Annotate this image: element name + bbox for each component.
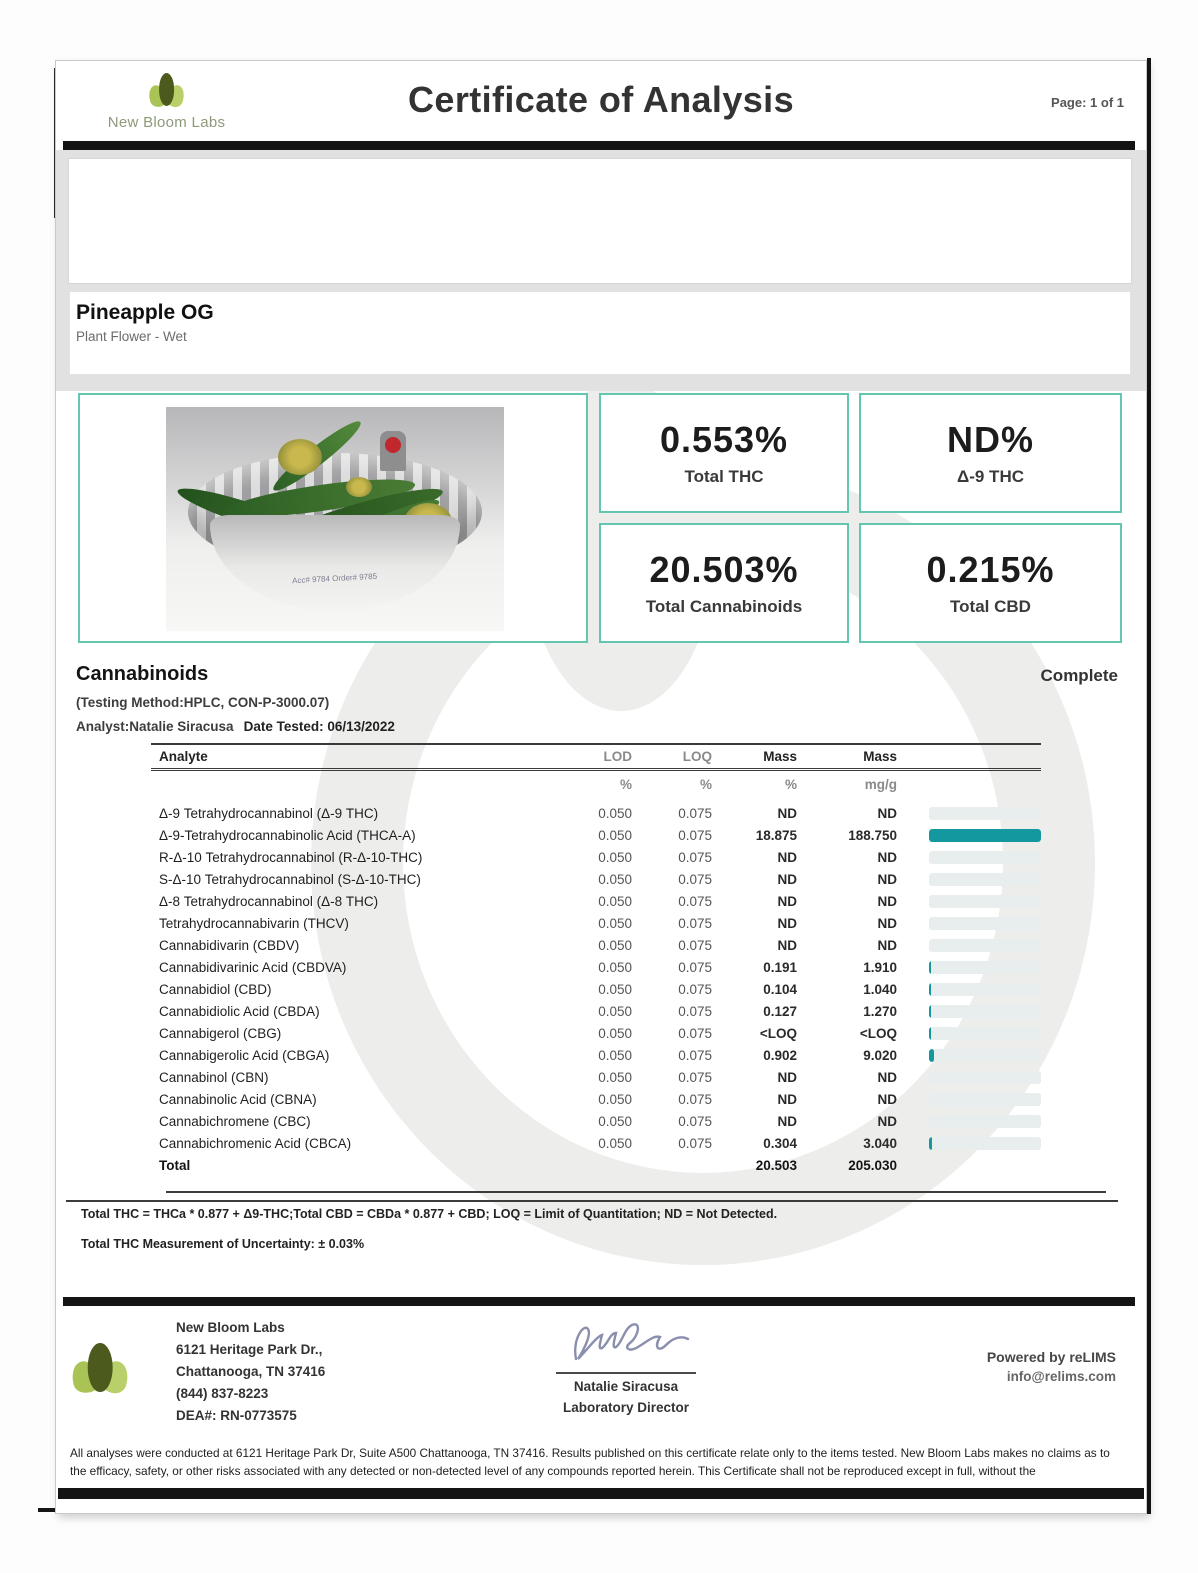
page-number-label: Page: 1 of 1 bbox=[1051, 95, 1124, 110]
stat-total-cannabinoids bbox=[599, 523, 849, 643]
flower-bud-graphic bbox=[346, 477, 372, 497]
table-row bbox=[151, 1066, 1041, 1088]
bar-track bbox=[929, 1115, 1041, 1128]
loq-cell: 0.075 bbox=[678, 1091, 712, 1107]
table-footer-rule bbox=[166, 1191, 1106, 1193]
bar-fill bbox=[929, 1005, 931, 1018]
analyte-cell: Cannabinolic Acid (CBNA) bbox=[159, 1091, 317, 1107]
unit-cell bbox=[151, 770, 551, 803]
lab-city: Chattanooga, TN 37416 bbox=[176, 1364, 326, 1379]
stat-value: 0.553% bbox=[659, 419, 789, 460]
testing-method: (Testing Method:HPLC, CON-P-3000.07) bbox=[76, 695, 330, 710]
lod-cell: 0.050 bbox=[598, 1003, 632, 1019]
bar-fill bbox=[929, 1137, 932, 1150]
redacted-sample-info-box bbox=[68, 158, 1132, 284]
mass-bar-cell bbox=[901, 1022, 1041, 1044]
table-row bbox=[151, 956, 1041, 978]
lab-brand-name: New Bloom Labs bbox=[107, 114, 226, 131]
stat-total-thc bbox=[599, 393, 849, 513]
col-mass-pct: Mass bbox=[763, 749, 797, 764]
col-loq: LOQ bbox=[682, 749, 712, 764]
lod-cell: 0.050 bbox=[598, 915, 632, 931]
divider-bar bbox=[63, 141, 1135, 150]
lod-cell: 0.050 bbox=[598, 959, 632, 975]
table-row bbox=[151, 1022, 1041, 1044]
table-row bbox=[151, 868, 1041, 890]
mass-pct-cell: ND bbox=[777, 805, 797, 821]
unit-cell bbox=[901, 770, 1041, 803]
table-row bbox=[151, 978, 1041, 1000]
analyte-cell: Δ-9-Tetrahydrocannabinolic Acid (THCA-A) bbox=[159, 827, 416, 843]
analyte-cell: Cannabichromenic Acid (CBCA) bbox=[159, 1135, 352, 1151]
mass-mgg-cell: 1.270 bbox=[863, 1003, 897, 1019]
mass-pct-cell: 0.127 bbox=[763, 1003, 797, 1019]
bar-track bbox=[929, 895, 1041, 908]
signature-scribble bbox=[556, 1319, 706, 1365]
loq-cell: 0.075 bbox=[678, 1047, 712, 1063]
analyte-cell: Cannabidiolic Acid (CBDA) bbox=[159, 1003, 320, 1019]
unit-cell: % bbox=[619, 777, 632, 792]
footnote-definitions: Total THC = THCa * 0.877 + Δ9-THC;Total CBD = CBDa * 0.877 + CBD; LOQ = Limit of Quantitation; ND = Not Detected. bbox=[81, 1207, 778, 1221]
lod-cell: 0.050 bbox=[598, 1091, 632, 1107]
mass-pct-cell: ND bbox=[777, 849, 797, 865]
legal-disclaimer: All analyses were conducted at 6121 Heritage Park Dr, Suite A500 Chattanooga, TN 37416. Results published on this certificate relate only to the items tested. New Bloom Labs makes no claims as to the efficacy, safety, or other risks associated with any detected or non-detected level of any compounds reported herein. This Certificate shall not be reproduced except in full, without the bbox=[70, 1446, 1110, 1478]
stat-label: Δ-9 THC bbox=[957, 467, 1024, 486]
loq-cell bbox=[636, 1154, 716, 1176]
loq-cell: 0.075 bbox=[678, 1025, 712, 1041]
mass-pct-cell: ND bbox=[777, 915, 797, 931]
mass-mgg-cell: ND bbox=[877, 849, 897, 865]
lab-dea: DEA#: RN-0773575 bbox=[176, 1408, 297, 1423]
mass-pct-cell: 0.191 bbox=[763, 959, 797, 975]
analyte-cell: Cannabidivarinic Acid (CBDVA) bbox=[159, 959, 347, 975]
table-row bbox=[151, 1088, 1041, 1110]
mass-mgg-cell: 1.910 bbox=[863, 959, 897, 975]
product-info-box bbox=[69, 291, 1131, 375]
table-row bbox=[151, 912, 1041, 934]
table-row bbox=[151, 824, 1041, 846]
mass-bar-cell bbox=[901, 1066, 1041, 1088]
signer-name: Natalie Siracusa bbox=[573, 1379, 679, 1394]
loq-cell: 0.075 bbox=[678, 805, 712, 821]
bar-fill bbox=[929, 829, 1041, 842]
mass-pct-cell: ND bbox=[777, 871, 797, 887]
loq-cell: 0.075 bbox=[678, 981, 712, 997]
mass-mgg-cell: 1.040 bbox=[863, 981, 897, 997]
bar-track bbox=[929, 983, 1041, 996]
table-header-row bbox=[151, 744, 1041, 770]
loq-cell: 0.075 bbox=[678, 1003, 712, 1019]
mass-mgg-cell: ND bbox=[877, 805, 897, 821]
stat-value: 20.503% bbox=[649, 549, 799, 590]
mass-bar-cell bbox=[901, 824, 1041, 846]
lod-cell bbox=[551, 1154, 636, 1176]
mass-bar-cell bbox=[901, 1110, 1041, 1132]
table-row bbox=[151, 934, 1041, 956]
scan-edge-artifact bbox=[1147, 58, 1151, 1514]
bar-track bbox=[929, 1093, 1041, 1106]
lims-credit bbox=[987, 1349, 1116, 1384]
bar-track bbox=[929, 1071, 1041, 1084]
signer-title: Laboratory Director bbox=[562, 1400, 690, 1415]
mass-pct-cell: ND bbox=[777, 893, 797, 909]
loq-cell: 0.075 bbox=[678, 849, 712, 865]
analyte-cell: Cannabidiol (CBD) bbox=[159, 981, 272, 997]
analyst-name: Analyst:Natalie Siracusa bbox=[76, 719, 234, 734]
mass-bar-cell bbox=[901, 1132, 1041, 1154]
sample-photo bbox=[166, 407, 504, 631]
col-mass-mgg: Mass bbox=[863, 749, 897, 764]
red-dot-sticker bbox=[385, 437, 401, 453]
divider-bar bbox=[63, 1297, 1135, 1306]
page-bottom-bar bbox=[58, 1488, 1144, 1499]
loq-cell: 0.075 bbox=[678, 1135, 712, 1151]
col-lod: LOD bbox=[603, 749, 632, 764]
col-analyte: Analyte bbox=[159, 749, 208, 764]
lab-phone: (844) 837-8223 bbox=[176, 1386, 269, 1401]
table-row bbox=[151, 890, 1041, 912]
analyte-cell: R-Δ-10 Tetrahydrocannabinol (R-Δ-10-THC) bbox=[159, 849, 423, 865]
analyte-cell: Cannabigerolic Acid (CBGA) bbox=[159, 1047, 330, 1063]
lab-name: New Bloom Labs bbox=[176, 1320, 285, 1335]
bar-track bbox=[929, 1137, 1041, 1150]
pie-tin-base-graphic bbox=[210, 515, 460, 611]
bloom-logo-icon bbox=[72, 1343, 128, 1393]
analyte-cell: Cannabichromene (CBC) bbox=[159, 1113, 311, 1129]
flower-bud-graphic bbox=[278, 439, 322, 475]
signature bbox=[556, 1319, 696, 1374]
table-row bbox=[151, 1000, 1041, 1022]
analyte-cell: S-Δ-10 Tetrahydrocannabinol (S-Δ-10-THC) bbox=[159, 871, 421, 887]
mass-mgg-cell: ND bbox=[877, 871, 897, 887]
lod-cell: 0.050 bbox=[598, 981, 632, 997]
stat-d9-thc bbox=[859, 393, 1122, 513]
stat-label: Total THC bbox=[684, 467, 764, 486]
certificate-page bbox=[55, 60, 1147, 1514]
mass-pct-cell: 0.304 bbox=[763, 1135, 797, 1151]
mass-pct-cell: <LOQ bbox=[759, 1025, 797, 1041]
lod-cell: 0.050 bbox=[598, 893, 632, 909]
bar-track bbox=[929, 873, 1041, 886]
table-row bbox=[151, 802, 1041, 824]
mass-mgg-cell: <LOQ bbox=[859, 1025, 897, 1041]
product-type: Plant Flower - Wet bbox=[76, 329, 187, 344]
total-mass-pct-cell: 20.503 bbox=[755, 1157, 797, 1173]
bar-track bbox=[929, 1049, 1041, 1062]
loq-cell: 0.075 bbox=[678, 959, 712, 975]
bar-track bbox=[929, 939, 1041, 952]
mass-bar-cell bbox=[901, 934, 1041, 956]
total-mass-mgg-cell: 205.030 bbox=[848, 1157, 897, 1173]
analyte-cell: Δ-8 Tetrahydrocannabinol (Δ-8 THC) bbox=[159, 893, 379, 909]
loq-cell: 0.075 bbox=[678, 1113, 712, 1129]
footnote-uncertainty: Total THC Measurement of Uncertainty: ± 0.03% bbox=[81, 1237, 365, 1251]
lod-cell: 0.050 bbox=[598, 871, 632, 887]
mass-bar-cell bbox=[901, 912, 1041, 934]
mass-mgg-cell: ND bbox=[877, 1091, 897, 1107]
page-title: Certificate of Analysis bbox=[408, 79, 794, 120]
table-row bbox=[151, 846, 1041, 868]
lod-cell: 0.050 bbox=[598, 1047, 632, 1063]
signature-block bbox=[526, 1319, 726, 1415]
loq-cell: 0.075 bbox=[678, 937, 712, 953]
mass-pct-cell: 18.875 bbox=[755, 827, 797, 843]
sample-photo-box bbox=[78, 393, 588, 643]
analyst-line bbox=[76, 719, 395, 734]
bar-track bbox=[929, 829, 1041, 842]
lod-cell: 0.050 bbox=[598, 1113, 632, 1129]
loq-cell: 0.075 bbox=[678, 1069, 712, 1085]
product-name: Pineapple OG bbox=[76, 301, 214, 324]
table-total-row bbox=[151, 1154, 1041, 1176]
mass-bar-cell bbox=[901, 846, 1041, 868]
lab-address-block bbox=[176, 1317, 325, 1427]
footer-logo bbox=[72, 1343, 128, 1393]
table-row bbox=[151, 1044, 1041, 1066]
date-tested: Date Tested: 06/13/2022 bbox=[243, 719, 395, 734]
cannabinoid-table-body bbox=[151, 802, 1041, 1176]
mass-bar-cell bbox=[901, 802, 1041, 824]
contact-email: info@relims.com bbox=[1006, 1369, 1116, 1384]
mass-bar-cell bbox=[901, 1000, 1041, 1022]
loq-cell: 0.075 bbox=[678, 915, 712, 931]
mass-pct-cell: 0.104 bbox=[763, 981, 797, 997]
bar-track bbox=[929, 1005, 1041, 1018]
loq-cell: 0.075 bbox=[678, 893, 712, 909]
mass-mgg-cell: ND bbox=[877, 893, 897, 909]
lod-cell: 0.050 bbox=[598, 1135, 632, 1151]
powered-by: Powered by reLIMS bbox=[986, 1349, 1116, 1365]
lod-cell: 0.050 bbox=[598, 827, 632, 843]
mass-bar-cell bbox=[901, 1044, 1041, 1066]
bar-track bbox=[929, 917, 1041, 930]
mass-pct-cell: ND bbox=[777, 1091, 797, 1107]
tin-label-text: Acc# 9784 Order# 9785 bbox=[291, 571, 378, 586]
mass-mgg-cell: 9.020 bbox=[863, 1047, 897, 1063]
stat-total-cbd bbox=[859, 523, 1122, 643]
mass-mgg-cell: ND bbox=[877, 915, 897, 931]
analyte-cell: Cannabinol (CBN) bbox=[159, 1069, 269, 1085]
analyte-cell: Tetrahydrocannabivarin (THCV) bbox=[159, 915, 349, 931]
stat-value: 0.215% bbox=[926, 549, 1055, 590]
sample-tag-graphic bbox=[380, 431, 406, 471]
analyte-cell: Cannabidivarin (CBDV) bbox=[159, 937, 300, 953]
unit-cell: % bbox=[784, 777, 797, 792]
section-title: Cannabinoids bbox=[76, 663, 209, 685]
mass-bar-cell bbox=[901, 1088, 1041, 1110]
bar-track bbox=[929, 961, 1041, 974]
bar-fill bbox=[929, 1027, 931, 1040]
lod-cell: 0.050 bbox=[598, 937, 632, 953]
stat-value: ND% bbox=[946, 419, 1034, 460]
stat-label: Total Cannabinoids bbox=[645, 597, 803, 616]
mass-bar-cell bbox=[901, 868, 1041, 890]
analyte-cell: Δ-9 Tetrahydrocannabinol (Δ-9 THC) bbox=[159, 805, 379, 821]
loq-cell: 0.075 bbox=[678, 871, 712, 887]
mass-bar-cell bbox=[901, 1154, 1041, 1176]
section-status: Complete bbox=[1040, 666, 1118, 685]
mass-bar-cell bbox=[901, 890, 1041, 912]
mass-pct-cell: 0.902 bbox=[763, 1047, 797, 1063]
lod-cell: 0.050 bbox=[598, 805, 632, 821]
table-footer-rule bbox=[66, 1200, 1118, 1202]
mass-pct-cell: ND bbox=[777, 937, 797, 953]
mass-bar-cell bbox=[901, 956, 1041, 978]
mass-pct-cell: ND bbox=[777, 1069, 797, 1085]
bar-track bbox=[929, 851, 1041, 864]
stat-label: Total CBD bbox=[950, 597, 1031, 616]
bar-fill bbox=[929, 983, 931, 996]
col-bar bbox=[901, 744, 1041, 770]
analyte-cell: Cannabigerol (CBG) bbox=[159, 1025, 282, 1041]
total-label-cell: Total bbox=[159, 1157, 191, 1173]
mass-mgg-cell: 3.040 bbox=[863, 1135, 897, 1151]
mass-mgg-cell: ND bbox=[877, 937, 897, 953]
bar-track bbox=[929, 1027, 1041, 1040]
cannabinoid-table bbox=[151, 743, 1041, 1176]
loq-cell: 0.075 bbox=[678, 827, 712, 843]
mass-bar-cell bbox=[901, 978, 1041, 1000]
table-units-row bbox=[151, 770, 1041, 803]
table-row bbox=[151, 1110, 1041, 1132]
table-row bbox=[151, 1132, 1041, 1154]
unit-cell: % bbox=[699, 777, 712, 792]
lod-cell: 0.050 bbox=[598, 849, 632, 865]
bar-track bbox=[929, 807, 1041, 820]
unit-cell: mg/g bbox=[864, 777, 897, 792]
bar-fill bbox=[929, 961, 931, 974]
lod-cell: 0.050 bbox=[598, 1025, 632, 1041]
mass-mgg-cell: ND bbox=[877, 1113, 897, 1129]
bar-fill bbox=[929, 1049, 934, 1062]
lab-street: 6121 Heritage Park Dr., bbox=[176, 1342, 323, 1357]
mass-pct-cell: ND bbox=[777, 1113, 797, 1129]
lod-cell: 0.050 bbox=[598, 1069, 632, 1085]
mass-mgg-cell: ND bbox=[877, 1069, 897, 1085]
mass-mgg-cell: 188.750 bbox=[848, 827, 897, 843]
